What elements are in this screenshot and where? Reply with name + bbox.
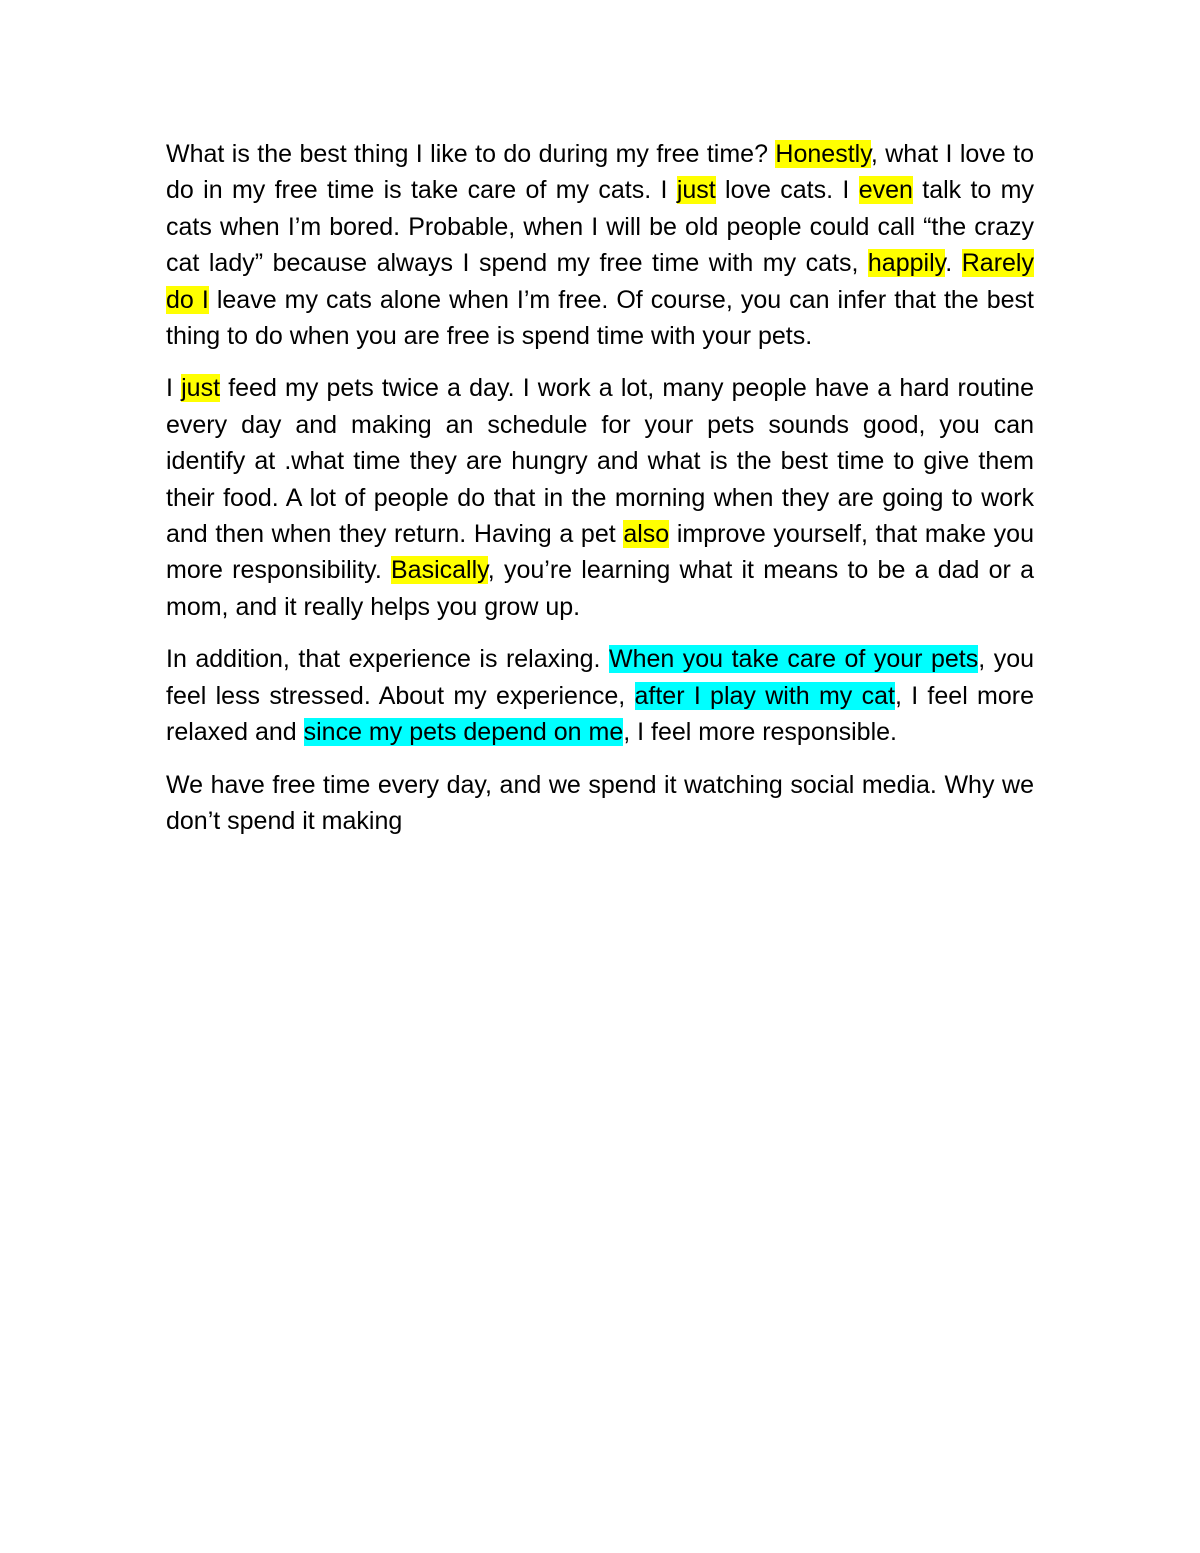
text-run: , I feel more relaxed and (166, 681, 1034, 747)
text-run: improve yourself, that make you more responsibility. (166, 520, 1034, 585)
highlighted-text-cyan: When you take care of your pets (608, 645, 979, 674)
highlighted-text-yellow: Basically (391, 556, 488, 585)
highlighted-text-yellow: Honestly (775, 140, 871, 168)
highlighted-text-yellow: just (676, 176, 716, 205)
highlighted-text-yellow: happily (867, 249, 946, 278)
highlighted-text-cyan: after I play with my cat (634, 681, 895, 710)
paragraph-2 (166, 370, 1034, 625)
text-run: . (945, 249, 962, 278)
text-run: I (166, 374, 182, 403)
highlighted-text-yellow: Rarely do I (166, 249, 1034, 314)
text-run: talk to my cats when I’m bored. Probable, when I will be old people could call “the crazy cat lady” because always I spend my free time with my cats, (166, 176, 1034, 278)
text-run: , what I love to do in my free time is take care of my cats. I (166, 140, 1034, 205)
text-run: , you’re learning what it means to be a dad or a mom, and it really helps you grow up. (166, 556, 1034, 621)
text-run: What is the best thing I like to do during my free time? (166, 140, 776, 168)
text-run: love cats. I (715, 176, 859, 205)
highlighted-text-yellow: just (181, 374, 221, 403)
highlighted-text-cyan: since my pets depend on me (303, 718, 624, 747)
document-body (166, 136, 1034, 855)
highlighted-text-yellow: even (858, 176, 913, 205)
highlighted-text-yellow: also (623, 520, 670, 549)
paragraph-1 (166, 136, 1034, 354)
paragraph-3 (166, 641, 1034, 750)
text-run: In addition, that experience is relaxing. (166, 645, 609, 674)
text-run: feed my pets twice a day. I work a lot, many people have a hard routine every day and making an schedule for your pets sounds good, you can identify at .what time they are hungry and what is the best time to give them their food. A lot of people do that in the morning when they are going to work and then when they return. Having a pet (166, 374, 1034, 549)
paragraph-4 (166, 767, 1034, 840)
text-run: , I feel more responsible. (623, 718, 897, 747)
text-run: We have free time every day, and we spend it watching social media. Why we don’t spend it making (166, 770, 1034, 835)
text-run: , you feel less stressed. About my experience, (166, 645, 1035, 710)
text-run: leave my cats alone when I’m free. Of course, you can infer that the best thing to do when you are free is spend time with your pets. (166, 285, 1034, 351)
